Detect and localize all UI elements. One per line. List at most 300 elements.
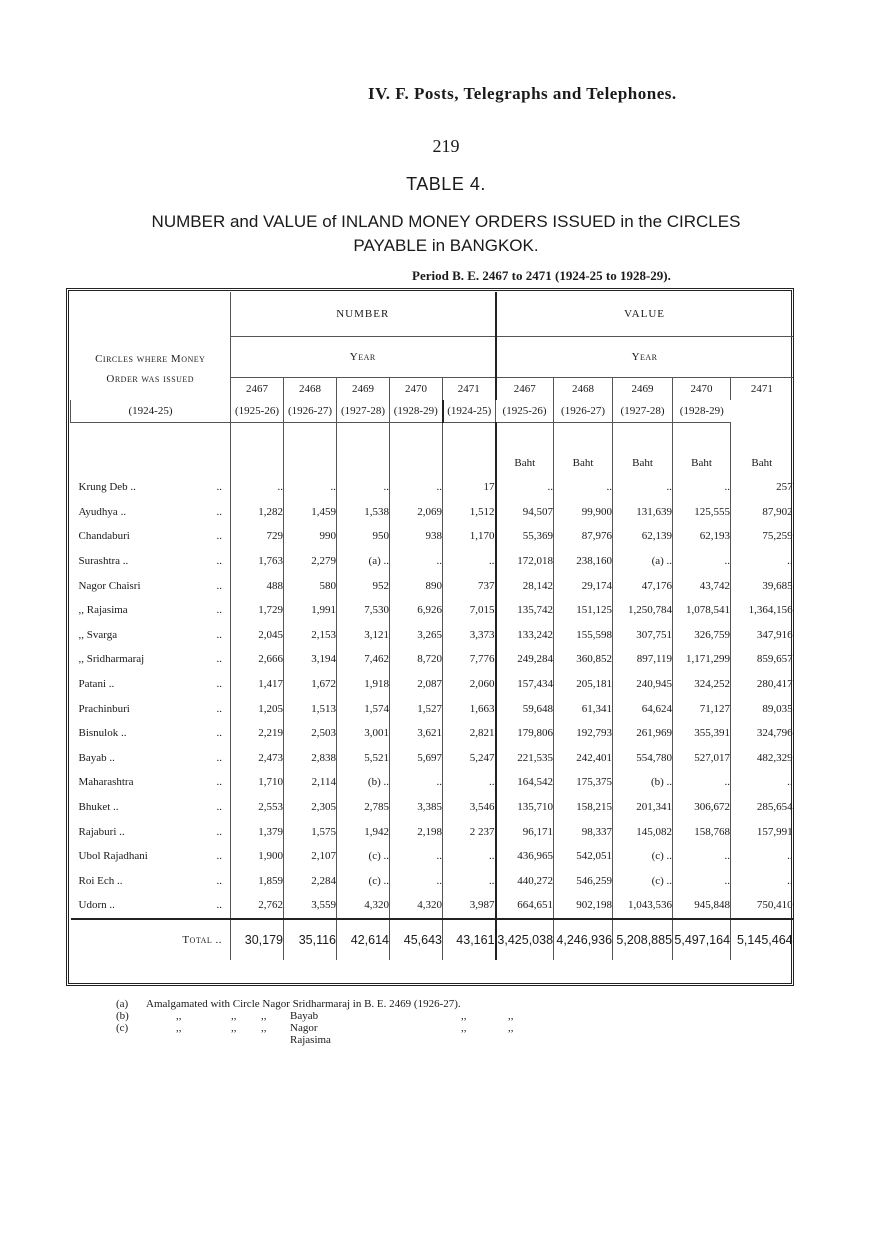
total-value-cell: 4,246,936 bbox=[554, 919, 613, 960]
circle-name: Chandaburi bbox=[78, 530, 130, 543]
number-cell: 5,697 bbox=[390, 746, 443, 771]
circle-name-cell bbox=[71, 795, 231, 820]
circle-name-cell bbox=[71, 819, 231, 844]
number-cell: 6,926 bbox=[390, 598, 443, 623]
value-cell: 157,434 bbox=[496, 672, 554, 697]
value-cell: .. bbox=[731, 770, 793, 795]
number-cell: 1,512 bbox=[443, 500, 496, 525]
number-cell: 2,198 bbox=[390, 819, 443, 844]
circle-name: Udorn .. bbox=[78, 899, 115, 912]
number-cell: 2 237 bbox=[443, 819, 496, 844]
value-cell: 1,043,536 bbox=[613, 893, 673, 919]
number-cell: 1,575 bbox=[284, 819, 337, 844]
value-cell: 135,710 bbox=[496, 795, 554, 820]
number-cell: 8,720 bbox=[390, 647, 443, 672]
value-cell: 87,902 bbox=[731, 500, 793, 525]
ditto-mark: ,, bbox=[231, 1022, 237, 1034]
value-cell: .. bbox=[731, 869, 793, 894]
number-cell: 1,900 bbox=[231, 844, 284, 869]
leader-dots: .. bbox=[216, 874, 222, 887]
year-heading: 2468 bbox=[284, 378, 337, 401]
number-cell: 17 bbox=[443, 475, 496, 500]
spacer-cell bbox=[731, 423, 793, 452]
value-cell: (b) .. bbox=[613, 770, 673, 795]
number-cell: 3,194 bbox=[284, 647, 337, 672]
footnote-label: (a) bbox=[116, 998, 129, 1010]
spacer-cell bbox=[337, 451, 390, 475]
number-cell: .. bbox=[390, 770, 443, 795]
number-cell: 7,015 bbox=[443, 598, 496, 623]
table-row bbox=[71, 475, 793, 500]
value-cell: 155,598 bbox=[554, 623, 613, 648]
value-cell: 75,259 bbox=[731, 524, 793, 549]
value-cell: .. bbox=[673, 475, 731, 500]
circle-name: Patani .. bbox=[78, 678, 115, 691]
spacer-cell bbox=[71, 451, 231, 475]
value-cell: 71,127 bbox=[673, 696, 731, 721]
number-cell: 3,121 bbox=[337, 623, 390, 648]
spacer-cell bbox=[496, 423, 554, 452]
table-row bbox=[71, 524, 793, 549]
total-value-cell: 5,145,464 bbox=[731, 919, 793, 960]
table-row bbox=[71, 549, 793, 574]
number-cell: (b) .. bbox=[337, 770, 390, 795]
circle-name-cell bbox=[71, 623, 231, 648]
value-cell: 157,991 bbox=[731, 819, 793, 844]
year-heading: 2471 bbox=[443, 378, 496, 401]
value-cell: 125,555 bbox=[673, 500, 731, 525]
total-number-cell: 43,161 bbox=[443, 919, 496, 960]
value-cell: 64,624 bbox=[613, 696, 673, 721]
section-header: IV. F. Posts, Telegraphs and Telephones. bbox=[368, 84, 677, 103]
value-cell: 59,648 bbox=[496, 696, 554, 721]
number-cell: 890 bbox=[390, 573, 443, 598]
spacer-cell bbox=[284, 423, 337, 452]
leader-dots: .. bbox=[216, 579, 222, 592]
number-cell: 7,462 bbox=[337, 647, 390, 672]
number-cell: 3,546 bbox=[443, 795, 496, 820]
value-cell: (c) .. bbox=[613, 869, 673, 894]
number-cell: (a) .. bbox=[337, 549, 390, 574]
title-line-1: NUMBER and VALUE of INLAND MONEY ORDERS ISSUED in the CIRCLES bbox=[151, 212, 741, 231]
spacer-cell bbox=[390, 451, 443, 475]
spacer-cell bbox=[673, 423, 731, 452]
number-cell: 2,762 bbox=[231, 893, 284, 919]
number-cell: 1,991 bbox=[284, 598, 337, 623]
circle-name-cell bbox=[71, 770, 231, 795]
year-span-heading: (1925-26) bbox=[496, 400, 554, 423]
footnote-text: Bayab bbox=[290, 1010, 319, 1022]
value-cell: (a) .. bbox=[613, 549, 673, 574]
table-row bbox=[71, 746, 793, 771]
circle-name: Maharashtra bbox=[78, 776, 134, 789]
total-value-cell: 5,208,885 bbox=[613, 919, 673, 960]
circle-name-cell bbox=[71, 524, 231, 549]
value-cell: 482,329 bbox=[731, 746, 793, 771]
value-cell: 280,417 bbox=[731, 672, 793, 697]
table-row bbox=[71, 573, 793, 598]
year-heading: 2471 bbox=[731, 378, 793, 401]
total-row bbox=[71, 919, 793, 960]
ditto-mark: ,, bbox=[461, 1022, 467, 1034]
circle-name-cell bbox=[71, 549, 231, 574]
spacer-cell bbox=[284, 451, 337, 475]
number-cell: (c) .. bbox=[337, 844, 390, 869]
value-cell: 192,793 bbox=[554, 721, 613, 746]
number-cell: 3,987 bbox=[443, 893, 496, 919]
table-row bbox=[71, 819, 793, 844]
number-cell: 2,838 bbox=[284, 746, 337, 771]
circle-name-cell bbox=[71, 721, 231, 746]
leader-dots: .. bbox=[216, 727, 222, 740]
leader-dots: .. bbox=[216, 555, 222, 568]
value-cell: .. bbox=[673, 770, 731, 795]
total-number-cell: 42,614 bbox=[337, 919, 390, 960]
leader-dots: .. bbox=[216, 850, 222, 863]
value-cell: 440,272 bbox=[496, 869, 554, 894]
footnote-label: (c) bbox=[116, 1022, 129, 1034]
number-cell: 3,373 bbox=[443, 623, 496, 648]
circle-name: Roi Ech .. bbox=[78, 874, 123, 887]
circle-name: Bisnulok .. bbox=[78, 727, 127, 740]
number-cell: 1,379 bbox=[231, 819, 284, 844]
value-cell: 750,410 bbox=[731, 893, 793, 919]
value-cell: 201,341 bbox=[613, 795, 673, 820]
number-cell: 1,710 bbox=[231, 770, 284, 795]
circle-name: Rajaburi .. bbox=[78, 825, 125, 838]
value-cell: 28,142 bbox=[496, 573, 554, 598]
value-cell: 249,284 bbox=[496, 647, 554, 672]
year-span-heading: (1926-27) bbox=[284, 400, 337, 423]
circle-name-cell bbox=[71, 475, 231, 500]
spacer-cell bbox=[231, 423, 284, 452]
circle-name-cell bbox=[71, 672, 231, 697]
footnote-text: Nagor Rajasima bbox=[290, 1022, 331, 1046]
year-span-heading: (1928-29) bbox=[390, 400, 443, 423]
unit-label: Baht bbox=[731, 451, 793, 475]
total-value-cell: 5,497,164 bbox=[673, 919, 731, 960]
leader-dots: .. bbox=[216, 801, 222, 814]
leader-dots: .. bbox=[216, 678, 222, 691]
leader-dots: .. bbox=[216, 653, 222, 666]
unit-label: Baht bbox=[554, 451, 613, 475]
number-cell: 2,279 bbox=[284, 549, 337, 574]
spacer-cell bbox=[443, 451, 496, 475]
number-cell: 729 bbox=[231, 524, 284, 549]
number-cell: 1,538 bbox=[337, 500, 390, 525]
year-span-heading: (1927-28) bbox=[337, 400, 390, 423]
spacer-cell bbox=[71, 423, 231, 452]
number-cell: 2,821 bbox=[443, 721, 496, 746]
number-cell: 1,763 bbox=[231, 549, 284, 574]
year-label-value: Year bbox=[496, 337, 793, 378]
spacer-cell bbox=[443, 423, 496, 452]
year-span-heading: (1924-25) bbox=[71, 400, 231, 423]
number-cell: .. bbox=[390, 549, 443, 574]
value-cell: .. bbox=[731, 549, 793, 574]
value-cell: 945,848 bbox=[673, 893, 731, 919]
value-cell: .. bbox=[613, 475, 673, 500]
table-row bbox=[71, 672, 793, 697]
table-label: TABLE 4. bbox=[406, 174, 486, 194]
number-cell: (c) .. bbox=[337, 869, 390, 894]
value-cell: 89,035 bbox=[731, 696, 793, 721]
value-cell: 151,125 bbox=[554, 598, 613, 623]
total-number-cell: 45,643 bbox=[390, 919, 443, 960]
value-cell: 1,364,156 bbox=[731, 598, 793, 623]
year-span-heading: (1925-26) bbox=[231, 400, 284, 423]
total-value-cell: 3,425,038 bbox=[496, 919, 554, 960]
table-row bbox=[71, 721, 793, 746]
value-cell: 1,250,784 bbox=[613, 598, 673, 623]
number-cell: 1,527 bbox=[390, 696, 443, 721]
value-cell: 87,976 bbox=[554, 524, 613, 549]
number-cell: 2,045 bbox=[231, 623, 284, 648]
total-label: Total bbox=[182, 933, 213, 946]
value-cell: .. bbox=[496, 475, 554, 500]
value-cell: 664,651 bbox=[496, 893, 554, 919]
number-cell: 990 bbox=[284, 524, 337, 549]
number-cell: .. bbox=[337, 475, 390, 500]
money-orders-table bbox=[70, 292, 793, 960]
page-number: 219 bbox=[432, 136, 460, 156]
group-number-header: NUMBER bbox=[231, 292, 496, 337]
leader-dots: .. bbox=[216, 776, 222, 789]
year-heading: 2467 bbox=[496, 378, 554, 401]
value-cell: 221,535 bbox=[496, 746, 554, 771]
value-cell: 158,768 bbox=[673, 819, 731, 844]
ditto-mark: ,, bbox=[261, 1010, 267, 1022]
number-cell: 2,473 bbox=[231, 746, 284, 771]
leader-dots: .. bbox=[216, 628, 222, 641]
table-row bbox=[71, 893, 793, 919]
number-cell: .. bbox=[443, 770, 496, 795]
row-header-line-1: Circles where Money bbox=[95, 353, 206, 365]
unit-label: Baht bbox=[496, 451, 554, 475]
value-cell: 62,193 bbox=[673, 524, 731, 549]
number-cell: 952 bbox=[337, 573, 390, 598]
number-cell: 5,521 bbox=[337, 746, 390, 771]
leader-dots: .. bbox=[216, 604, 222, 617]
value-cell: 55,369 bbox=[496, 524, 554, 549]
ditto-mark: ,, bbox=[176, 1010, 182, 1022]
value-cell: 240,945 bbox=[613, 672, 673, 697]
circle-name: ,, Svarga bbox=[78, 628, 118, 641]
circle-name-cell bbox=[71, 500, 231, 525]
value-cell: 242,401 bbox=[554, 746, 613, 771]
number-cell: 1,574 bbox=[337, 696, 390, 721]
value-cell: .. bbox=[673, 549, 731, 574]
number-cell: 7,776 bbox=[443, 647, 496, 672]
value-cell: 172,018 bbox=[496, 549, 554, 574]
value-cell: 175,375 bbox=[554, 770, 613, 795]
table-row bbox=[71, 598, 793, 623]
table-row bbox=[71, 844, 793, 869]
value-cell: 859,657 bbox=[731, 647, 793, 672]
year-heading: 2468 bbox=[554, 378, 613, 401]
value-cell: 238,160 bbox=[554, 549, 613, 574]
footnote-text: Amalgamated with Circle Nagor Sridharmaraj in B. E. 2469 (1926-27). bbox=[146, 998, 461, 1010]
circle-name: Bayab .. bbox=[78, 751, 115, 764]
number-cell: 1,918 bbox=[337, 672, 390, 697]
leader-dots: .. bbox=[216, 702, 222, 715]
leader-dots: .. bbox=[216, 899, 222, 912]
number-cell: .. bbox=[284, 475, 337, 500]
value-cell: 43,742 bbox=[673, 573, 731, 598]
number-cell: 1,459 bbox=[284, 500, 337, 525]
leader-dots: .. bbox=[216, 505, 222, 518]
value-cell: 96,171 bbox=[496, 819, 554, 844]
circle-name-cell bbox=[71, 696, 231, 721]
number-cell: 1,672 bbox=[284, 672, 337, 697]
value-cell: 542,051 bbox=[554, 844, 613, 869]
number-cell: 2,107 bbox=[284, 844, 337, 869]
number-cell: 2,219 bbox=[231, 721, 284, 746]
circle-name: ,, Sridharmaraj bbox=[78, 653, 145, 666]
number-cell: 2,284 bbox=[284, 869, 337, 894]
circle-name-cell bbox=[71, 598, 231, 623]
table-row bbox=[71, 623, 793, 648]
value-cell: 39,685 bbox=[731, 573, 793, 598]
circle-name-cell bbox=[71, 844, 231, 869]
year-heading: 2469 bbox=[337, 378, 390, 401]
circle-name: Surashtra .. bbox=[78, 555, 129, 568]
number-cell: .. bbox=[231, 475, 284, 500]
number-cell: 950 bbox=[337, 524, 390, 549]
ditto-mark: ,, bbox=[461, 1010, 467, 1022]
number-cell: 2,069 bbox=[390, 500, 443, 525]
period-line: Period B. E. 2467 to 2471 (1924-25 to 1928-29). bbox=[412, 268, 671, 283]
value-cell: 205,181 bbox=[554, 672, 613, 697]
value-cell: 324,252 bbox=[673, 672, 731, 697]
ditto-mark: ,, bbox=[508, 1010, 514, 1022]
number-cell: 3,385 bbox=[390, 795, 443, 820]
number-cell: 2,785 bbox=[337, 795, 390, 820]
row-header-line-2: Order was issued bbox=[106, 373, 195, 385]
number-cell: 2,153 bbox=[284, 623, 337, 648]
value-cell: 131,639 bbox=[613, 500, 673, 525]
number-cell: 1,170 bbox=[443, 524, 496, 549]
ditto-mark: ,, bbox=[261, 1022, 267, 1034]
value-cell: 326,759 bbox=[673, 623, 731, 648]
table-row bbox=[71, 770, 793, 795]
number-cell: 938 bbox=[390, 524, 443, 549]
spacer-cell bbox=[337, 423, 390, 452]
value-cell: 902,198 bbox=[554, 893, 613, 919]
spacer-cell bbox=[390, 423, 443, 452]
title-line-2: PAYABLE in BANGKOK. bbox=[353, 236, 539, 255]
circle-name: Ayudhya .. bbox=[78, 505, 127, 518]
circle-name-cell bbox=[71, 746, 231, 771]
total-number-cell: 30,179 bbox=[231, 919, 284, 960]
value-cell: .. bbox=[673, 844, 731, 869]
row-header-cell bbox=[71, 292, 231, 400]
number-cell: 1,859 bbox=[231, 869, 284, 894]
number-cell: 1,663 bbox=[443, 696, 496, 721]
number-cell: 2,666 bbox=[231, 647, 284, 672]
circle-name: Bhuket .. bbox=[78, 801, 119, 814]
table-row bbox=[71, 500, 793, 525]
leader-dots: .. bbox=[216, 825, 222, 838]
number-cell: 3,265 bbox=[390, 623, 443, 648]
value-cell: 527,017 bbox=[673, 746, 731, 771]
year-heading: 2469 bbox=[613, 378, 673, 401]
year-label-number: Year bbox=[231, 337, 496, 378]
circle-name: Ubol Rajadhani bbox=[78, 850, 148, 863]
value-cell: 306,672 bbox=[673, 795, 731, 820]
value-cell: 1,078,541 bbox=[673, 598, 731, 623]
number-cell: 2,114 bbox=[284, 770, 337, 795]
value-cell: 360,852 bbox=[554, 647, 613, 672]
circle-name: Prachinburi bbox=[78, 702, 130, 715]
table-row bbox=[71, 869, 793, 894]
number-cell: 1,942 bbox=[337, 819, 390, 844]
leader-dots: .. bbox=[216, 530, 222, 543]
leader-dots: .. bbox=[216, 481, 222, 494]
number-cell: .. bbox=[443, 844, 496, 869]
number-cell: .. bbox=[390, 475, 443, 500]
value-cell: 1,171,299 bbox=[673, 647, 731, 672]
circle-name-cell bbox=[71, 869, 231, 894]
number-cell: 3,559 bbox=[284, 893, 337, 919]
value-cell: 47,176 bbox=[613, 573, 673, 598]
value-cell: 29,174 bbox=[554, 573, 613, 598]
value-cell: 145,082 bbox=[613, 819, 673, 844]
number-cell: 1,729 bbox=[231, 598, 284, 623]
number-cell: 2,087 bbox=[390, 672, 443, 697]
value-cell: 158,215 bbox=[554, 795, 613, 820]
value-cell: 179,806 bbox=[496, 721, 554, 746]
total-number-cell: 35,116 bbox=[284, 919, 337, 960]
ditto-mark: ,, bbox=[508, 1022, 514, 1034]
number-cell: .. bbox=[443, 869, 496, 894]
number-cell: 580 bbox=[284, 573, 337, 598]
value-cell: 897,119 bbox=[613, 647, 673, 672]
ditto-mark: ,, bbox=[231, 1010, 237, 1022]
number-cell: .. bbox=[390, 844, 443, 869]
spacer-cell bbox=[554, 423, 613, 452]
unit-label: Baht bbox=[673, 451, 731, 475]
number-cell: 3,001 bbox=[337, 721, 390, 746]
value-cell: 347,916 bbox=[731, 623, 793, 648]
value-cell: 133,242 bbox=[496, 623, 554, 648]
spacer-cell bbox=[231, 451, 284, 475]
year-heading: 2470 bbox=[390, 378, 443, 401]
value-cell: 324,796 bbox=[731, 721, 793, 746]
circle-name: ,, Rajasima bbox=[78, 604, 128, 617]
number-cell: 488 bbox=[231, 573, 284, 598]
number-cell: 4,320 bbox=[390, 893, 443, 919]
value-cell: 135,742 bbox=[496, 598, 554, 623]
value-cell: 61,341 bbox=[554, 696, 613, 721]
ditto-mark: ,, bbox=[176, 1022, 182, 1034]
unit-label: Baht bbox=[613, 451, 673, 475]
number-cell: 7,530 bbox=[337, 598, 390, 623]
value-cell: 355,391 bbox=[673, 721, 731, 746]
circle-name-cell bbox=[71, 573, 231, 598]
year-span-heading: (1927-28) bbox=[613, 400, 673, 423]
number-cell: 3,621 bbox=[390, 721, 443, 746]
value-cell: (c) .. bbox=[613, 844, 673, 869]
table-row bbox=[71, 647, 793, 672]
leader-dots: .. bbox=[212, 933, 222, 946]
value-cell: 285,654 bbox=[731, 795, 793, 820]
number-cell: 737 bbox=[443, 573, 496, 598]
leader-dots: .. bbox=[216, 751, 222, 764]
value-cell: 554,780 bbox=[613, 746, 673, 771]
number-cell: 5,247 bbox=[443, 746, 496, 771]
number-cell: .. bbox=[443, 549, 496, 574]
